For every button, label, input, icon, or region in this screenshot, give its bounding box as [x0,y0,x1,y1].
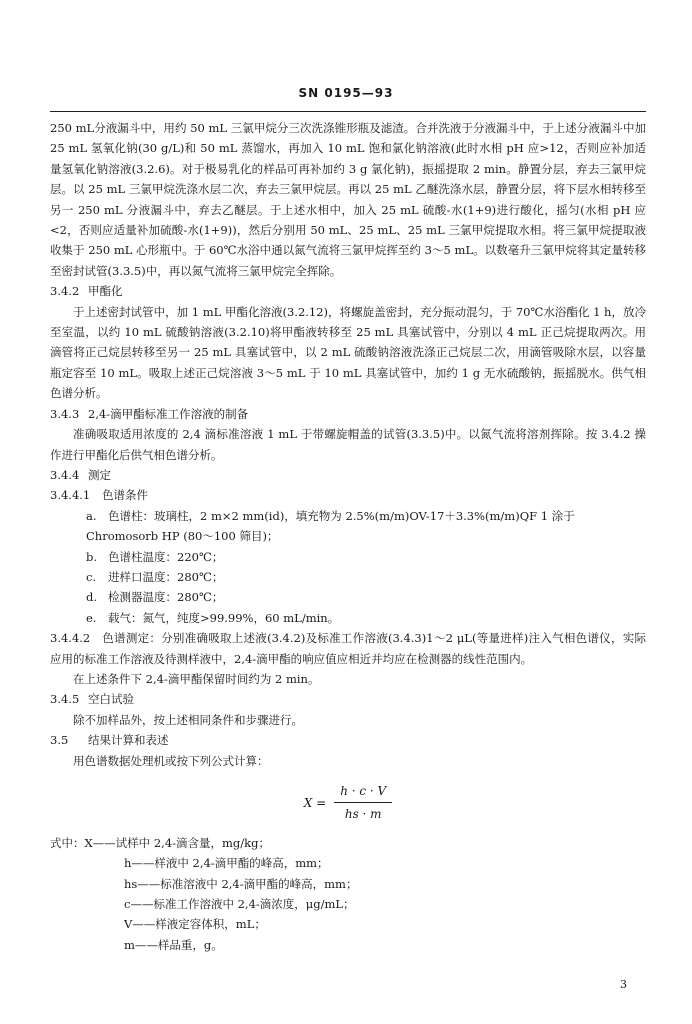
heading-3-4-4-2: 3.4.4.2 色谱测定：分别准确吸取上述液(3.4.2)及标准工作溶液(3.4.3)1～2 μL(等量进样)注入气相色谱仪，实际应用的标准工作溶液及待测样液中，2,4-滴甲酯的响应值应相近并均应在检测器的线性范围内。 [50,631,646,666]
definition-hs: hs——标准溶液中 2,4-滴甲酯的峰高，mm； [124,876,358,891]
condition-item-d: d. 检测器温度：280℃； [86,590,224,605]
paragraph-methylation: 于上述密封试管中，加 1 mL 甲酯化溶液(3.2.12)，将螺旋盖密封，充分振动混匀，于 70℃水浴酯化 1 h，放冷至室温，以约 10 mL 硫酸钠溶液(3.2.10)将甲酯液转移至 25 mL 具塞试管中，分别以 4 mL 正己烷提取两次。用滴管将正己烷层转移至另一 25 mL 具塞试管中，以 2 mL 硫酸钠溶液洗涤正己烷层二次，用滴管吸除水层，以容量瓶定容至 10 mL。吸取上述正己烷溶液 3～5 mL 于 10 mL 具塞试管中，加约 1 g 无水硫酸钠，振摇脱水。供气相色谱分析。 [50,304,646,401]
definition-x: 式中：X——试样中 2,4-滴含量，mg/kg； [50,835,270,850]
document-body [50,118,646,955]
paragraph-extraction: 250 mL分液漏斗中，用约 50 mL 三氯甲烷分三次洗涤锥形瓶及滤渣。合并洗液于分液漏斗中，于上述分液漏斗中加 25 mL 氢氧化钠(30 g/L)和 50 mL 蒸馏水，再加入 10 mL 饱和氯化钠溶液(此时水相 pH 应>12，否则应补加适量氢氧化钠溶液(3.2.6)。对于极易乳化的样品可再补加约 3 g 氯化钠)，振摇提取 2 min。静置分层，弃去三氯甲烷层。以 25 mL 三氯甲烷洗涤水层二次，弃去三氯甲烷层。再以 25 mL 乙醚洗涤水层，静置分层，将下层水相转移至另一 250 mL 分液漏斗中，弃去乙醚层。于上述水相中，加入 25 mL 硫酸-水(1+9)进行酸化，摇匀(水相 pH 应<2，否则应适量补加硫酸-水(1+9))，然后分别用 50 mL、25 mL、25 mL 三氯甲烷提取水相。将三氯甲烷提取液收集于 250 mL 心形瓶中。于 60℃水浴中通以氮气流将三氯甲烷挥至约 3～5 mL。以数毫升三氯甲烷将其定量转移至密封试管(3.3.5)中，再以氮气流将三氯甲烷完全挥除。 [50,121,646,278]
formula-fraction [334,781,392,825]
header-rule [50,111,646,112]
condition-item-c: c. 进样口温度：280℃； [86,569,224,584]
paragraph-standard-prep: 准确吸取适用浓度的 2,4 滴标准溶液 1 mL 于带螺旋帽盖的试管(3.3.5)中。以氮气流将溶剂挥除。按 3.4.2 操作进行甲酯化后供气相色谱分析。 [50,427,646,462]
result-formula [50,781,646,825]
heading-3-5: 3.5 结果计算和表述 [50,733,169,748]
heading-3-4-5: 3.4.5 空白试验 [50,692,134,707]
paragraph-blank-test: 除不加样品外，按上述相同条件和步骤进行。 [73,712,303,727]
definition-v: V——样液定容体积，mL； [124,917,266,932]
heading-3-4-3: 3.4.3 2,4-滴甲酯标准工作溶液的制备 [50,406,249,421]
definition-m: m——样品重，g。 [124,937,223,952]
heading-3-4-2: 3.4.2 甲酯化 [50,284,123,299]
formula-lhs: X = [303,795,327,810]
definition-h: h——样液中 2,4-滴甲酯的峰高，mm； [124,856,329,871]
standard-code-header: SN 0195—93 [298,86,394,100]
paragraph-calculation: 用色谱数据处理机或按下列公式计算： [73,753,269,768]
condition-item-b: b. 色谱柱温度：220℃； [86,549,224,564]
page-number: 3 [620,978,627,991]
condition-item-e: e. 载气：氮气，纯度>99.99%，60 mL/min。 [86,610,340,625]
definition-c: c——标准工作溶液中 2,4-滴浓度，μg/mL； [124,897,355,912]
heading-3-4-4-1: 3.4.4.1 色谱条件 [50,488,148,503]
formula-numerator: h · c · V [334,781,392,803]
formula-denominator: hs · m [344,807,382,822]
symbol-definitions [50,833,646,955]
condition-item-a: a. 色谱柱：玻璃柱，2 m×2 mm(id)，填充物为 2.5%(m/m)OV-17＋3.3%(m/m)QF 1 涂于 Chromosorb HP (80～100 筛目)； [86,508,575,544]
paragraph-retention-time: 在上述条件下 2,4-滴甲酯保留时间约为 2 min。 [73,671,320,686]
heading-3-4-4: 3.4.4 测定 [50,467,111,482]
